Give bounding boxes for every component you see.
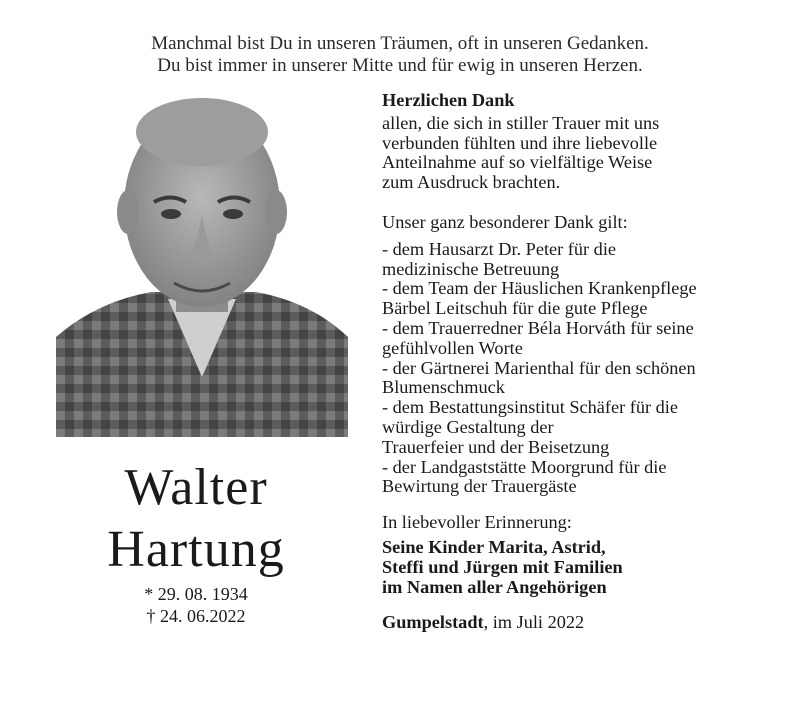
item-line: - der Gärtnerei Marienthal für den schönen — [382, 357, 696, 378]
item-line: gefühlvollen Worte — [382, 337, 523, 358]
death-date: † 24. 06.2022 — [146, 606, 246, 626]
family-line: Seine Kinder Marita, Astrid, — [382, 536, 606, 557]
date: , im Juli 2022 — [483, 612, 585, 633]
item-line: - dem Trauerredner Béla Horváth für seine — [382, 317, 694, 338]
item-line: medizinische Betreuung — [382, 258, 560, 279]
memory-line: In liebevoller Erinnerung: — [382, 512, 572, 533]
item-line: - der Landgaststätte Moorgrund für die — [382, 456, 667, 477]
portrait-image — [56, 87, 348, 437]
quote-line-2: Du bist immer in unserer Mitte und für ewig in unseren Herzen. — [157, 55, 643, 76]
thanks-column — [382, 91, 782, 633]
memorial-quote — [0, 33, 800, 77]
list-item — [382, 458, 782, 498]
list-item — [382, 319, 782, 359]
list-item — [382, 359, 782, 399]
list-item — [382, 279, 782, 319]
thanks-intro — [382, 114, 782, 193]
intro-line: Anteilnahme auf so vielfältige Weise — [382, 152, 653, 173]
list-item — [382, 240, 782, 280]
last-name: Hartung — [107, 521, 285, 578]
family-signature — [382, 538, 782, 597]
quote-line-1: Manchmal bist Du in unseren Träumen, oft in unseren Gedanken. — [151, 33, 649, 54]
item-line: - dem Team der Häuslichen Krankenpflege — [382, 278, 697, 299]
item-line: würdige Gestaltung der — [382, 416, 554, 437]
item-line: - dem Hausarzt Dr. Peter für die — [382, 238, 617, 259]
place: Gumpelstadt — [382, 612, 484, 633]
item-line: Trauerfeier und der Beisetzung — [382, 436, 610, 457]
intro-line: allen, die sich in stiller Trauer mit uns — [382, 112, 660, 133]
family-line: im Namen aller Angehörigen — [382, 576, 607, 597]
first-name: Walter — [124, 459, 268, 516]
portrait-photo — [56, 87, 348, 437]
item-line: Bewirtung der Trauergäste — [382, 476, 577, 497]
item-line: - dem Bestattungsinstitut Schäfer für die — [382, 397, 678, 418]
list-item — [382, 398, 782, 457]
family-line: Steffi und Jürgen mit Familien — [382, 556, 623, 577]
intro-line: zum Ausdruck brachten. — [382, 172, 561, 193]
place-date — [382, 613, 782, 633]
special-thanks-heading: Unser ganz besonderer Dank gilt: — [382, 211, 628, 232]
thanks-list — [382, 240, 782, 497]
item-line: Blumenschmuck — [382, 377, 505, 398]
thanks-heading: Herzlichen Dank — [382, 90, 515, 110]
item-line: Bärbel Leitschuh für die gute Pflege — [382, 298, 648, 319]
intro-line: verbunden fühlten und ihre liebevolle — [382, 132, 658, 153]
birth-date: * 29. 08. 1934 — [144, 584, 248, 604]
